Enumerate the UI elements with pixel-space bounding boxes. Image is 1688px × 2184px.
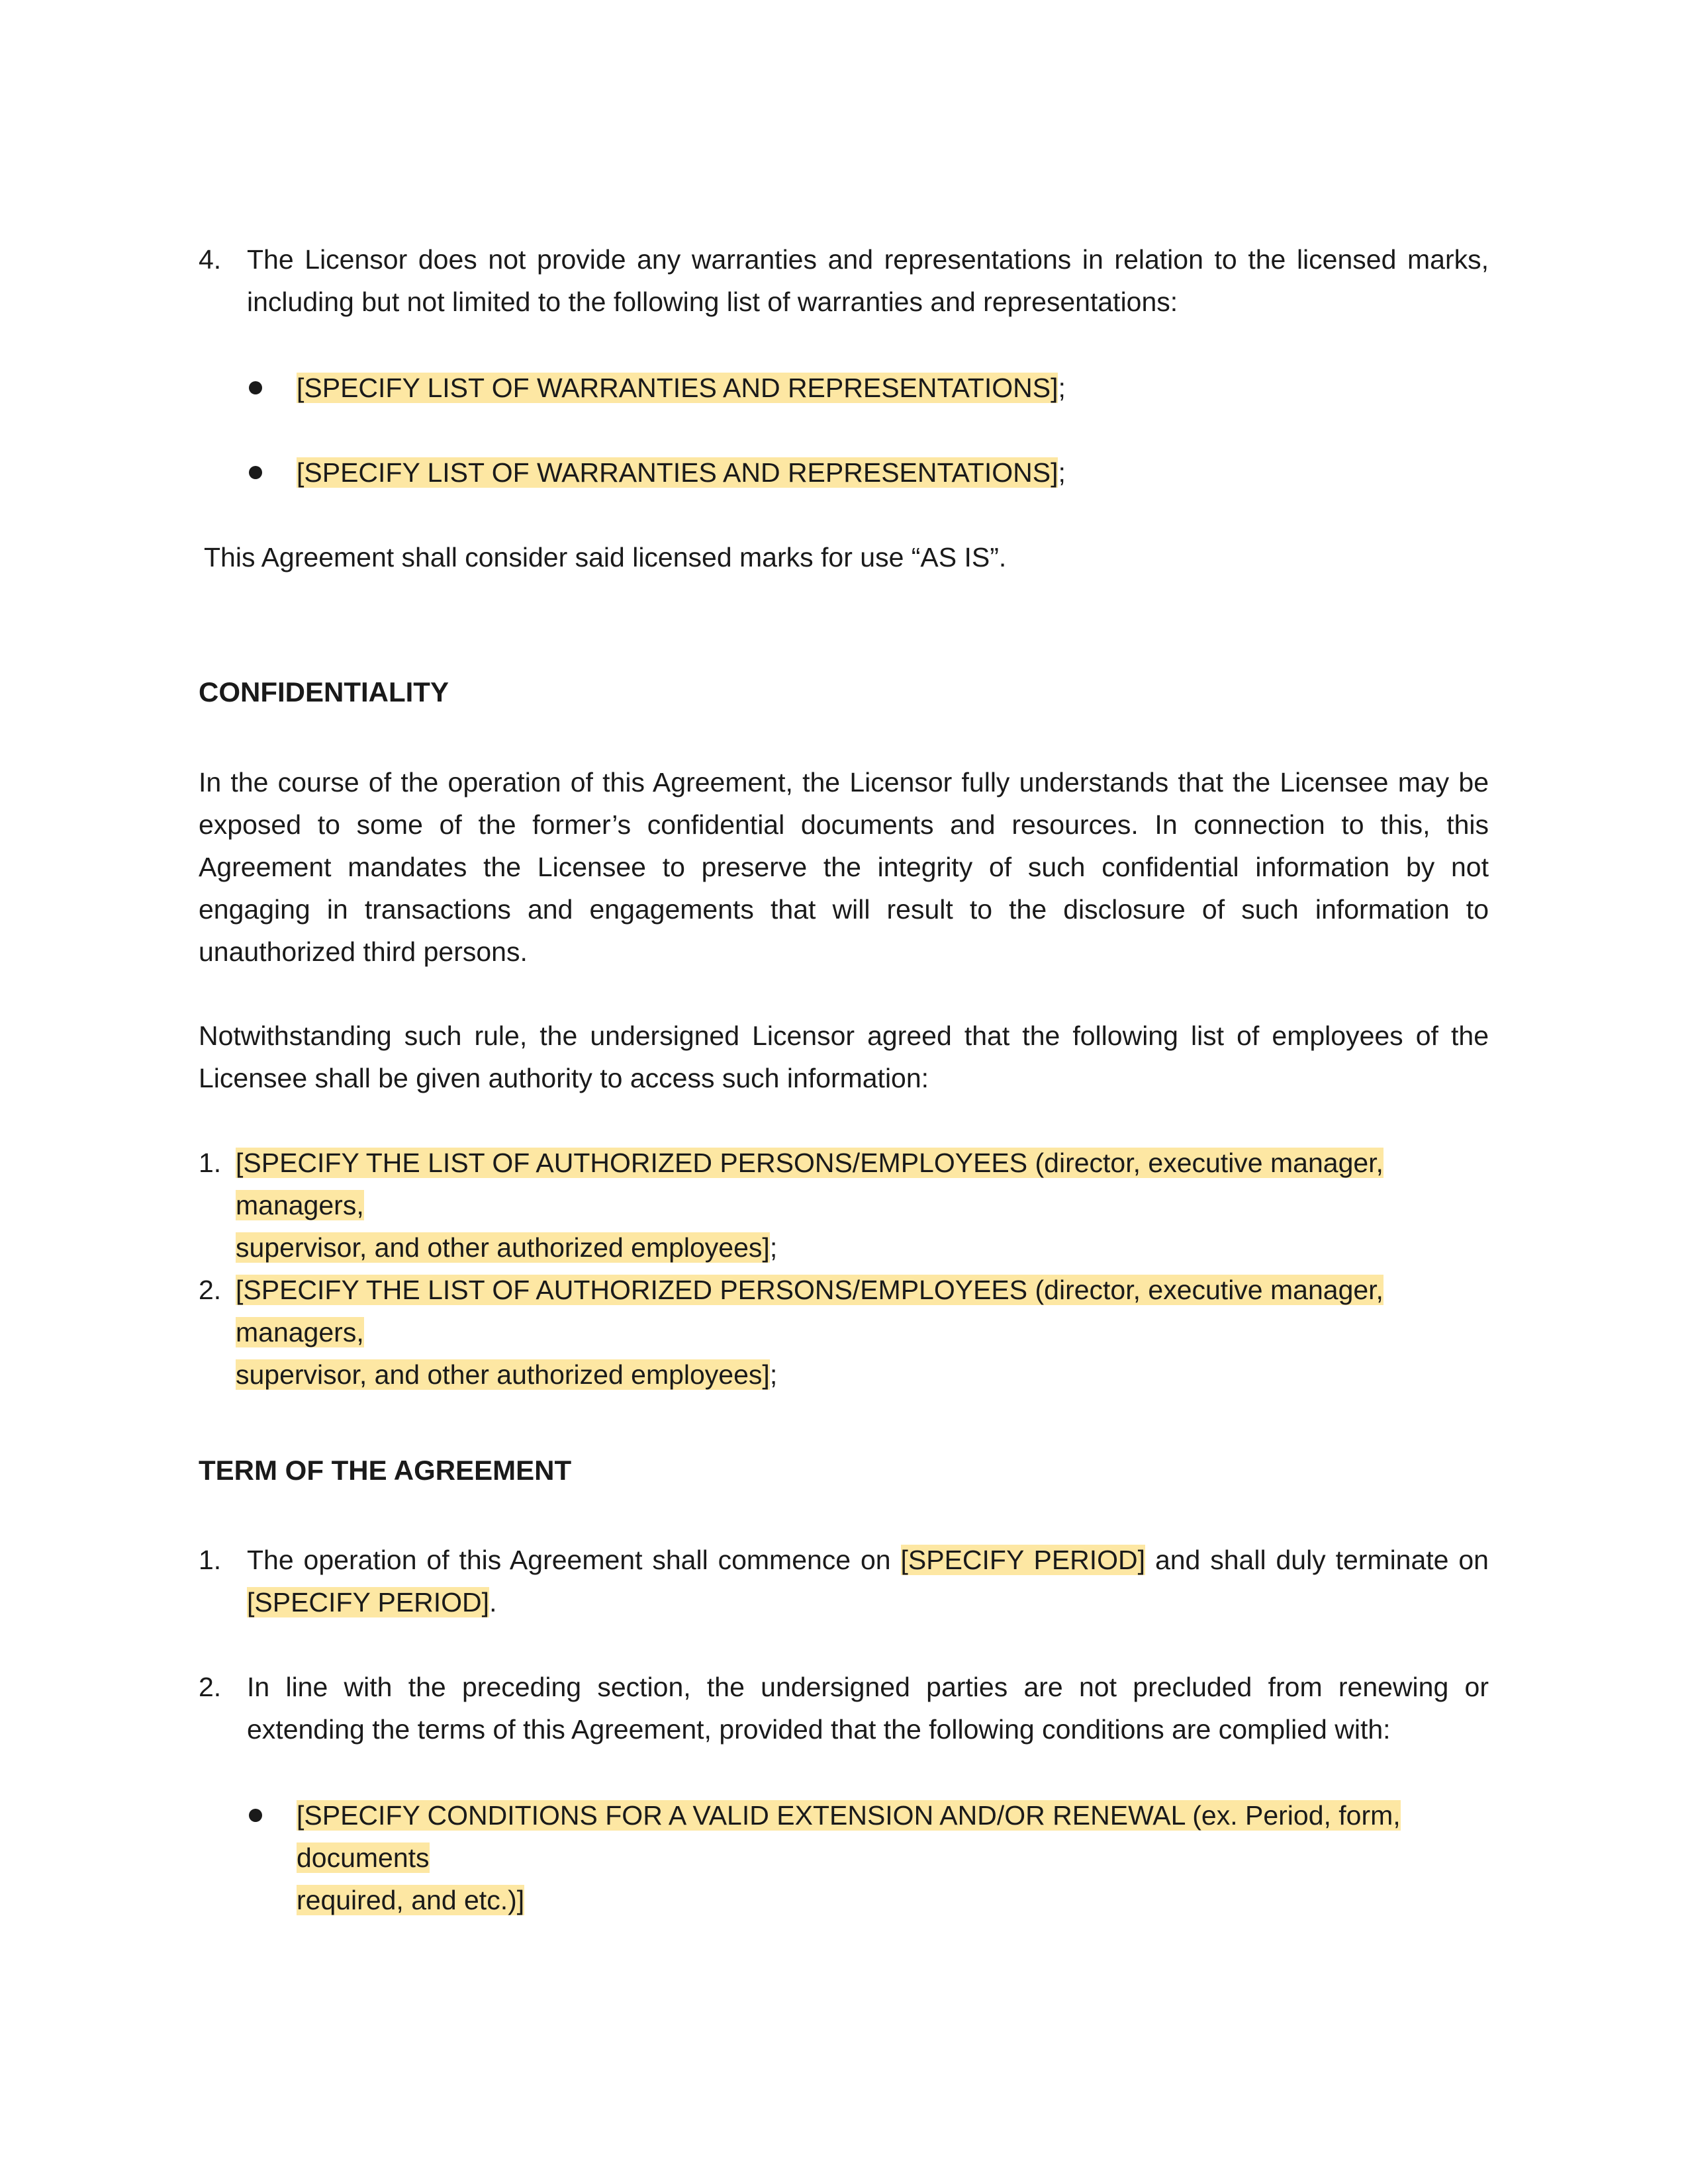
authorized-persons-item	[236, 1269, 1493, 1396]
clause-text: and shall duly terminate on	[1145, 1545, 1489, 1575]
placeholder-highlight: supervisor, and other authorized employees]	[236, 1232, 770, 1263]
placeholder-highlight: required, and etc.)]	[297, 1885, 525, 1915]
placeholder-highlight: [SPECIFY LIST OF WARRANTIES AND REPRESENTATIONS]	[297, 457, 1058, 488]
as-is-statement: This Agreement shall consider said licensed marks for use “AS IS”.	[204, 542, 1007, 572]
term-commencement-clause	[247, 1539, 1489, 1623]
placeholder-highlight: [SPECIFY THE LIST OF AUTHORIZED PERSONS/EMPLOYEES (director, executive manager, managers,	[236, 1148, 1383, 1220]
bullet-item	[297, 367, 1488, 409]
punctuation: ;	[1058, 457, 1066, 488]
placeholder-highlight: [SPECIFY PERIOD]	[247, 1587, 490, 1617]
bullet-item	[297, 451, 1488, 494]
placeholder-highlight: [SPECIFY LIST OF WARRANTIES AND REPRESENTATIONS]	[297, 373, 1058, 403]
clause-text: The operation of this Agreement shall commence on	[247, 1545, 901, 1575]
section-heading-term: TERM OF THE AGREEMENT	[199, 1455, 572, 1486]
punctuation: ;	[1058, 373, 1066, 403]
bullet-icon	[249, 381, 262, 394]
authorized-access-paragraph: Notwithstanding such rule, the undersigned Licensor agreed that the following list of employees of the Licensee shall be given authority to access such information:	[199, 1021, 1489, 1093]
bullet-icon	[249, 1809, 262, 1822]
renewal-clause-text: In line with the preceding section, the undersigned parties are not precluded from renewing or extending the terms of this Agreement, provided that the following conditions are complied with:	[247, 1672, 1489, 1745]
placeholder-highlight: [SPECIFY CONDITIONS FOR A VALID EXTENSION AND/OR RENEWAL (ex. Period, form, documents	[297, 1800, 1401, 1873]
punctuation: ;	[769, 1359, 778, 1390]
punctuation: .	[489, 1587, 497, 1617]
list-number: 1.	[199, 1148, 222, 1178]
warranty-clause-text: The Licensor does not provide any warranties and representations in relation to the licensed marks, including but not limited to the following list of warranties and representations:	[247, 244, 1489, 317]
placeholder-highlight: [SPECIFY PERIOD]	[900, 1545, 1146, 1575]
list-number: 4.	[199, 244, 222, 275]
list-number: 1.	[199, 1545, 222, 1575]
bullet-icon	[249, 466, 262, 479]
placeholder-highlight: supervisor, and other authorized employees]	[236, 1359, 770, 1390]
confidentiality-paragraph: In the course of the operation of this Agreement, the Licensor fully understands that the Licensee may be exposed to some of the former’s confidential documents and resources. In connection to this, this Agreement mandates the Licensee to preserve the integrity of such confidential information by not engaging in transactions and engagements that will result to the disclosure of such information to unauthorized third persons.	[199, 767, 1489, 967]
placeholder-highlight: [SPECIFY THE LIST OF AUTHORIZED PERSONS/EMPLOYEES (director, executive manager, managers,	[236, 1275, 1383, 1347]
list-number: 2.	[199, 1275, 222, 1305]
punctuation: ;	[769, 1232, 778, 1263]
renewal-conditions-item	[297, 1794, 1495, 1921]
authorized-persons-item	[236, 1142, 1493, 1269]
list-number: 2.	[199, 1672, 222, 1702]
section-heading-confidentiality: CONFIDENTIALITY	[199, 676, 449, 707]
